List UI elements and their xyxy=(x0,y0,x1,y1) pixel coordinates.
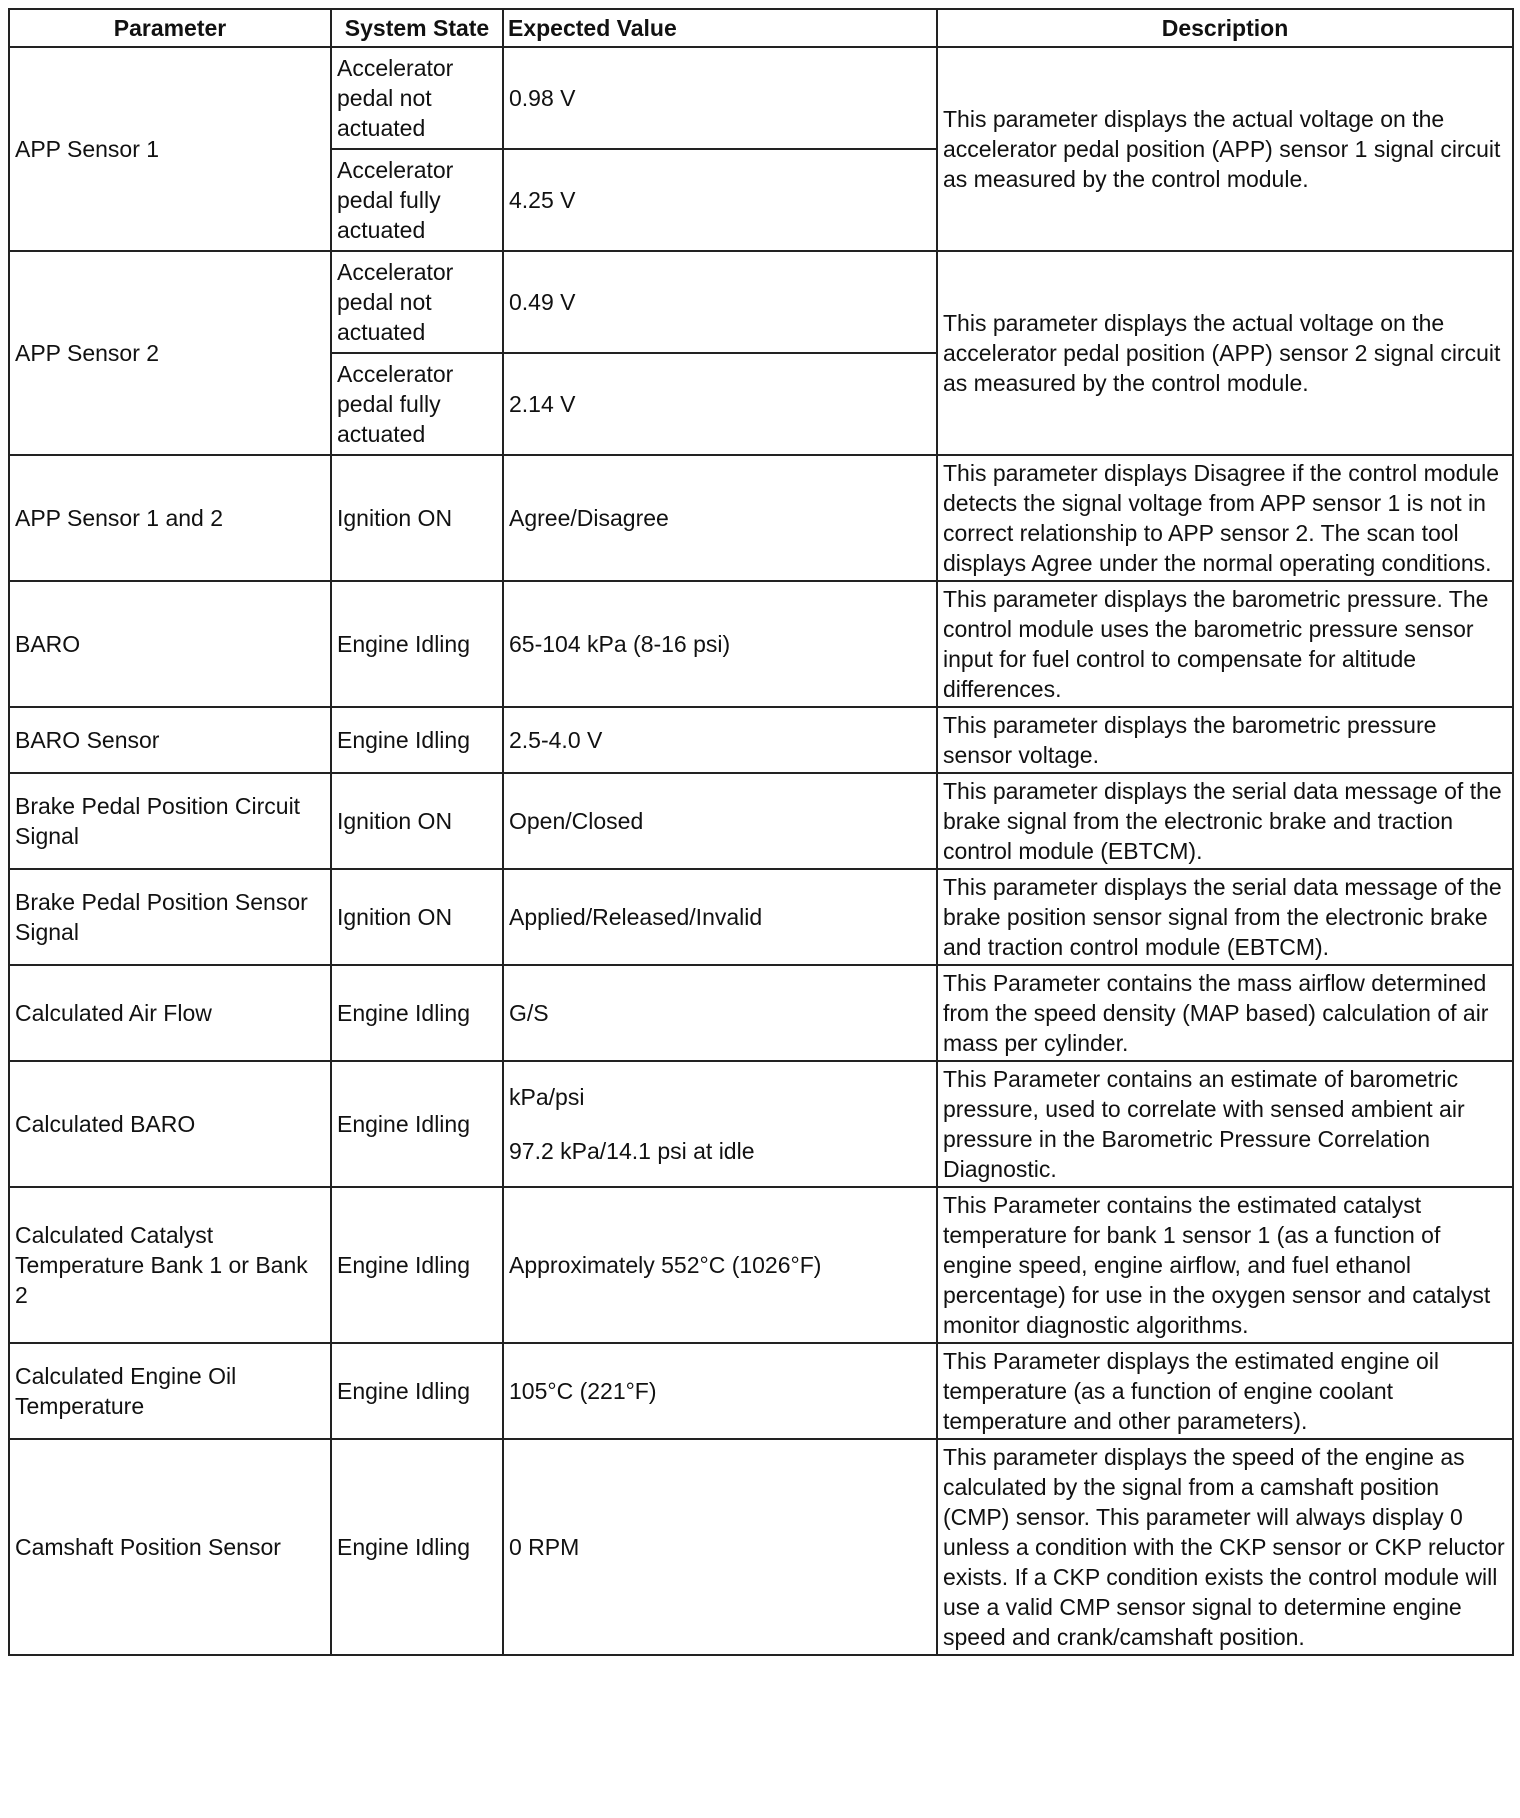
description-cell: This parameter displays Disagree if the control module detects the signal voltage from APP sensor 1 is not in correct relationship to APP sensor 2. The scan tool displays Agree under the normal operating conditions. xyxy=(937,455,1513,581)
header-parameter: Parameter xyxy=(9,9,331,47)
system-state-cell: Accelerator pedal fully actuated xyxy=(331,149,503,251)
table-row xyxy=(9,773,1513,869)
table-row xyxy=(9,1439,1513,1655)
description-cell: This Parameter contains the estimated catalyst temperature for bank 1 sensor 1 (as a function of engine speed, engine airflow, and fuel ethanol percentage) for use in the oxygen sensor and catalyst monitor diagnostic algorithms. xyxy=(937,1187,1513,1343)
table-row xyxy=(9,1343,1513,1439)
description-cell: This Parameter contains an estimate of barometric pressure, used to correlate with sensed ambient air pressure in the Barometric Pressure Correlation Diagnostic. xyxy=(937,1061,1513,1187)
expected-value-cell: 0 RPM xyxy=(503,1439,937,1655)
description-cell: This Parameter displays the estimated engine oil temperature (as a function of engine coolant temperature and other parameters). xyxy=(937,1343,1513,1439)
parameter-table xyxy=(8,8,1514,1656)
parameter-cell: Camshaft Position Sensor xyxy=(9,1439,331,1655)
parameter-cell: Calculated BARO xyxy=(9,1061,331,1187)
expected-value-line: 97.2 kPa/14.1 psi at idle xyxy=(509,1138,755,1164)
expected-value-cell: Agree/Disagree xyxy=(503,455,937,581)
system-state-cell: Engine Idling xyxy=(331,1439,503,1655)
header-expected-value: Expected Value xyxy=(503,9,937,47)
parameter-cell: Calculated Air Flow xyxy=(9,965,331,1061)
expected-value-cell: 2.14 V xyxy=(503,353,937,455)
description-cell: This parameter displays the barometric pressure sensor voltage. xyxy=(937,707,1513,773)
expected-value-cell: 0.98 V xyxy=(503,47,937,149)
parameter-cell: Calculated Catalyst Temperature Bank 1 or Bank 2 xyxy=(9,1187,331,1343)
table-row xyxy=(9,1061,1513,1187)
parameter-cell: APP Sensor 1 and 2 xyxy=(9,455,331,581)
expected-value-cell: 4.25 V xyxy=(503,149,937,251)
system-state-cell: Engine Idling xyxy=(331,707,503,773)
system-state-cell: Ignition ON xyxy=(331,455,503,581)
description-cell: This parameter displays the actual voltage on the accelerator pedal position (APP) sensor 2 signal circuit as measured by the control module. xyxy=(937,251,1513,455)
expected-value-line: kPa/psi xyxy=(509,1084,585,1110)
expected-value-cell: Applied/Released/Invalid xyxy=(503,869,937,965)
description-cell: This parameter displays the barometric pressure. The control module uses the barometric pressure sensor input for fuel control to compensate for altitude differences. xyxy=(937,581,1513,707)
parameter-cell: Calculated Engine Oil Temperature xyxy=(9,1343,331,1439)
table-row xyxy=(9,581,1513,707)
table-row xyxy=(9,869,1513,965)
system-state-cell: Accelerator pedal not actuated xyxy=(331,47,503,149)
parameter-cell: BARO Sensor xyxy=(9,707,331,773)
header-description: Description xyxy=(937,9,1513,47)
system-state-cell: Engine Idling xyxy=(331,581,503,707)
description-cell: This parameter displays the speed of the engine as calculated by the signal from a camshaft position (CMP) sensor. This parameter will always display 0 unless a condition with the CKP sensor or CKP reluctor exists. If a CKP condition exists the control module will use a valid CMP sensor signal to determine engine speed and crank/camshaft position. xyxy=(937,1439,1513,1655)
table-row xyxy=(9,455,1513,581)
document-page xyxy=(8,8,1512,1656)
system-state-cell: Accelerator pedal not actuated xyxy=(331,251,503,353)
table-row xyxy=(9,251,1513,353)
system-state-cell: Engine Idling xyxy=(331,965,503,1061)
table-row xyxy=(9,707,1513,773)
expected-value-cell: 0.49 V xyxy=(503,251,937,353)
description-cell: This parameter displays the serial data message of the brake signal from the electronic brake and traction control module (EBTCM). xyxy=(937,773,1513,869)
system-state-cell: Engine Idling xyxy=(331,1187,503,1343)
description-cell: This parameter displays the actual voltage on the accelerator pedal position (APP) sensor 1 signal circuit as measured by the control module. xyxy=(937,47,1513,251)
table-row xyxy=(9,47,1513,149)
expected-value-cell xyxy=(503,1061,937,1187)
expected-value-cell: 2.5-4.0 V xyxy=(503,707,937,773)
parameter-cell: APP Sensor 1 xyxy=(9,47,331,251)
system-state-cell: Engine Idling xyxy=(331,1343,503,1439)
parameter-cell: BARO xyxy=(9,581,331,707)
header-system-state: System State xyxy=(331,9,503,47)
expected-value-cell: G/S xyxy=(503,965,937,1061)
table-row xyxy=(9,1187,1513,1343)
parameter-cell: Brake Pedal Position Sensor Signal xyxy=(9,869,331,965)
description-cell: This Parameter contains the mass airflow determined from the speed density (MAP based) calculation of air mass per cylinder. xyxy=(937,965,1513,1061)
system-state-cell: Ignition ON xyxy=(331,773,503,869)
description-cell: This parameter displays the serial data message of the brake position sensor signal from the electronic brake and traction control module (EBTCM). xyxy=(937,869,1513,965)
expected-value-cell: 65-104 kPa (8-16 psi) xyxy=(503,581,937,707)
system-state-cell: Engine Idling xyxy=(331,1061,503,1187)
expected-value-cell: 105°C (221°F) xyxy=(503,1343,937,1439)
expected-value-cell: Approximately 552°C (1026°F) xyxy=(503,1187,937,1343)
parameter-cell: Brake Pedal Position Circuit Signal xyxy=(9,773,331,869)
table-header-row xyxy=(9,9,1513,47)
expected-value-cell: Open/Closed xyxy=(503,773,937,869)
system-state-cell: Accelerator pedal fully actuated xyxy=(331,353,503,455)
parameter-cell: APP Sensor 2 xyxy=(9,251,331,455)
table-row xyxy=(9,965,1513,1061)
system-state-cell: Ignition ON xyxy=(331,869,503,965)
